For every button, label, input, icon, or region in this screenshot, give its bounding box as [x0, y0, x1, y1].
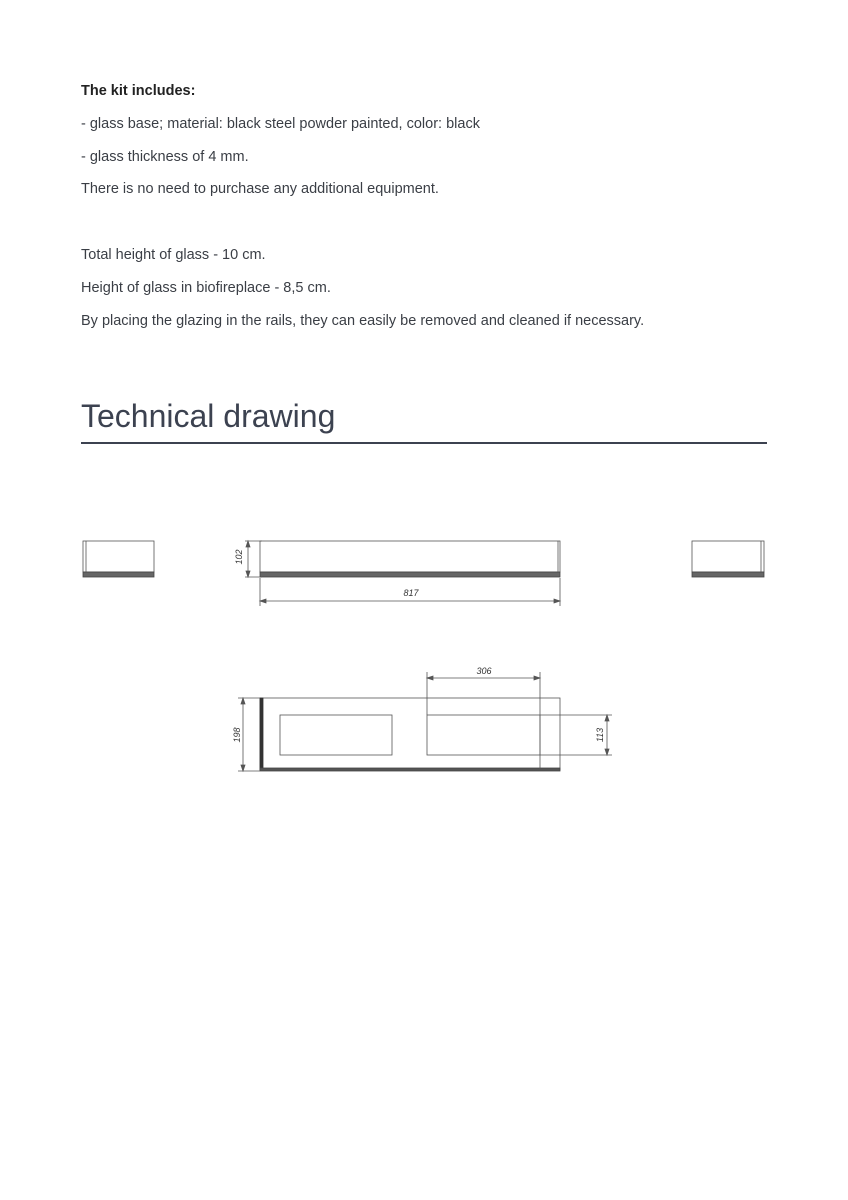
front-view	[260, 541, 560, 577]
spec-total-height: Total height of glass - 10 cm.	[81, 247, 266, 263]
dimension-line-height	[245, 541, 262, 577]
spec-rails-note: By placing the glazing in the rails, they can easily be removed and cleaned if necessary.	[81, 313, 645, 329]
kit-item-base: - glass base; material: black steel powder painted, color: black	[81, 116, 480, 132]
width-dimension-label: 817	[403, 588, 419, 598]
opening-width-label: 306	[476, 666, 492, 676]
top-view	[260, 698, 560, 771]
right-side-view	[692, 541, 764, 577]
depth-dimension-label: 198	[232, 727, 242, 743]
spec-height-in-fireplace: Height of glass in biofireplace - 8,5 cm.	[81, 280, 331, 296]
kit-heading: The kit includes:	[81, 83, 196, 99]
opening-depth-label: 113	[595, 727, 605, 743]
dimension-line-opening-width	[427, 672, 540, 715]
left-side-view	[83, 541, 154, 577]
kit-item-thickness: - glass thickness of 4 mm.	[81, 149, 249, 165]
height-dimension-label: 102	[234, 549, 244, 565]
section-title: Technical drawing	[81, 398, 336, 434]
kit-note: There is no need to purchase any additional equipment.	[81, 181, 439, 197]
